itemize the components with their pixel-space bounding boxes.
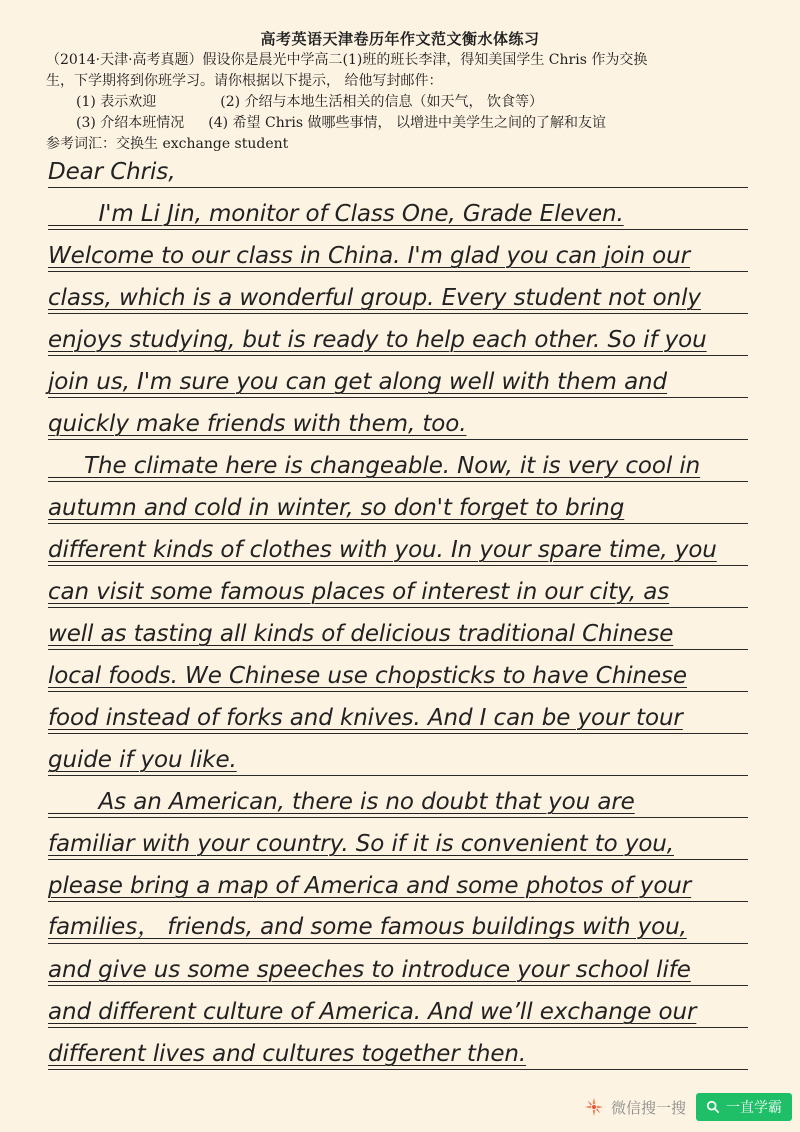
- essay-line: [48, 608, 748, 650]
- essay-line: [48, 1028, 748, 1070]
- essay-line: [48, 482, 748, 524]
- watermark-button-text: 一直学霸: [726, 1100, 782, 1116]
- essay-line: [48, 440, 748, 482]
- essay-line-text: autumn and cold in winter, so don't forget to bring: [48, 495, 625, 521]
- essay-line: [48, 230, 748, 272]
- essay-line: [48, 986, 748, 1028]
- essay-line: [48, 272, 748, 314]
- essay-line: [48, 902, 748, 944]
- prompt-item-1: (1) 表示欢迎: [76, 94, 157, 110]
- essay-line-text: join us, I'm sure you can get along well with them and: [48, 369, 668, 395]
- essay-line: [48, 188, 748, 230]
- essay-line-text: families， friends, and some famous buildings with you,: [48, 914, 687, 940]
- essay-line-text: and different culture of America. And we’ll exchange our: [48, 999, 697, 1025]
- essay-line-text: enjoys studying, but is ready to help each other. So if you: [48, 327, 707, 353]
- essay-line-text: I'm Li Jin, monitor of Class One, Grade Eleven.: [48, 201, 624, 227]
- page-title: 高考英语天津卷历年作文范文衡水体练习: [260, 30, 540, 48]
- essay-line: [48, 692, 748, 734]
- essay-line-text: local foods. We Chinese use chopsticks to have Chinese: [48, 663, 687, 689]
- prompt-line-2: 生，下学期将到你班学习。请你根据以下提示， 给他写封邮件：: [46, 73, 443, 89]
- essay-line: [48, 650, 748, 692]
- essay-line-text: different kinds of clothes with you. In your spare time, you: [48, 537, 717, 563]
- essay-line-text: Dear Chris,: [48, 159, 176, 185]
- essay-line: [48, 776, 748, 818]
- essay-line: [48, 944, 748, 986]
- essay-line-text: As an American, there is no doubt that you are: [48, 789, 635, 815]
- essay-line-text: familiar with your country. So if it is convenient to you,: [48, 831, 674, 857]
- prompt-item-3: (3) 介绍本班情况: [76, 115, 185, 131]
- watermark-search-button[interactable]: [696, 1093, 792, 1121]
- prompt-item-4: (4) 希望 Chris 做哪些事情， 以增进中美学生之间的了解和友谊: [208, 115, 606, 131]
- essay-line-text: The climate here is changeable. Now, it is very cool in: [48, 453, 701, 479]
- essay-line-text: Welcome to our class in China. I'm glad you can join our: [48, 243, 690, 269]
- essay-line: [48, 146, 748, 188]
- essay-line-text: guide if you like.: [48, 747, 237, 773]
- essay-line: [48, 734, 748, 776]
- essay-line-text: well as tasting all kinds of delicious traditional Chinese: [48, 621, 674, 647]
- essay-line-text: different lives and cultures together then.: [48, 1041, 527, 1067]
- essay-line: [48, 860, 748, 902]
- essay-line-text: can visit some famous places of interest in our city, as: [48, 579, 670, 605]
- essay-line-text: please bring a map of America and some photos of your: [48, 873, 692, 899]
- essay-line-text: class, which is a wonderful group. Every student not only: [48, 285, 701, 311]
- essay-line: [48, 356, 748, 398]
- search-icon: [706, 1100, 720, 1114]
- essay-line: [48, 524, 748, 566]
- essay-line-text: food instead of forks and knives. And I can be your tour: [48, 705, 683, 731]
- watermark-search-text: 微信搜一搜: [610, 1098, 686, 1117]
- wechat-search-label: [583, 1096, 686, 1118]
- prompt-item-2: (2) 介绍与本地生活相关的信息（如天气， 饮食等）: [220, 94, 544, 110]
- prompt-line-1: （2014·天津·高考真题）假设你是晨光中学高二(1)班的班长李津，得知美国学生 Chris 作为交换: [46, 52, 648, 68]
- essay-line-text: and give us some speeches to introduce your school life: [48, 957, 691, 983]
- essay-line: [48, 818, 748, 860]
- essay-line: [48, 398, 748, 440]
- essay-line: [48, 314, 748, 356]
- wechat-search-icon: [583, 1096, 605, 1118]
- essay-line-text: quickly make friends with them, too.: [48, 411, 467, 437]
- watermark: [583, 1092, 792, 1122]
- essay-line: [48, 566, 748, 608]
- prompt-items-row-2: [46, 113, 736, 134]
- prompt-vocab: 参考词汇：交换生 exchange student: [46, 136, 289, 152]
- prompt-items-row-1: [46, 92, 736, 113]
